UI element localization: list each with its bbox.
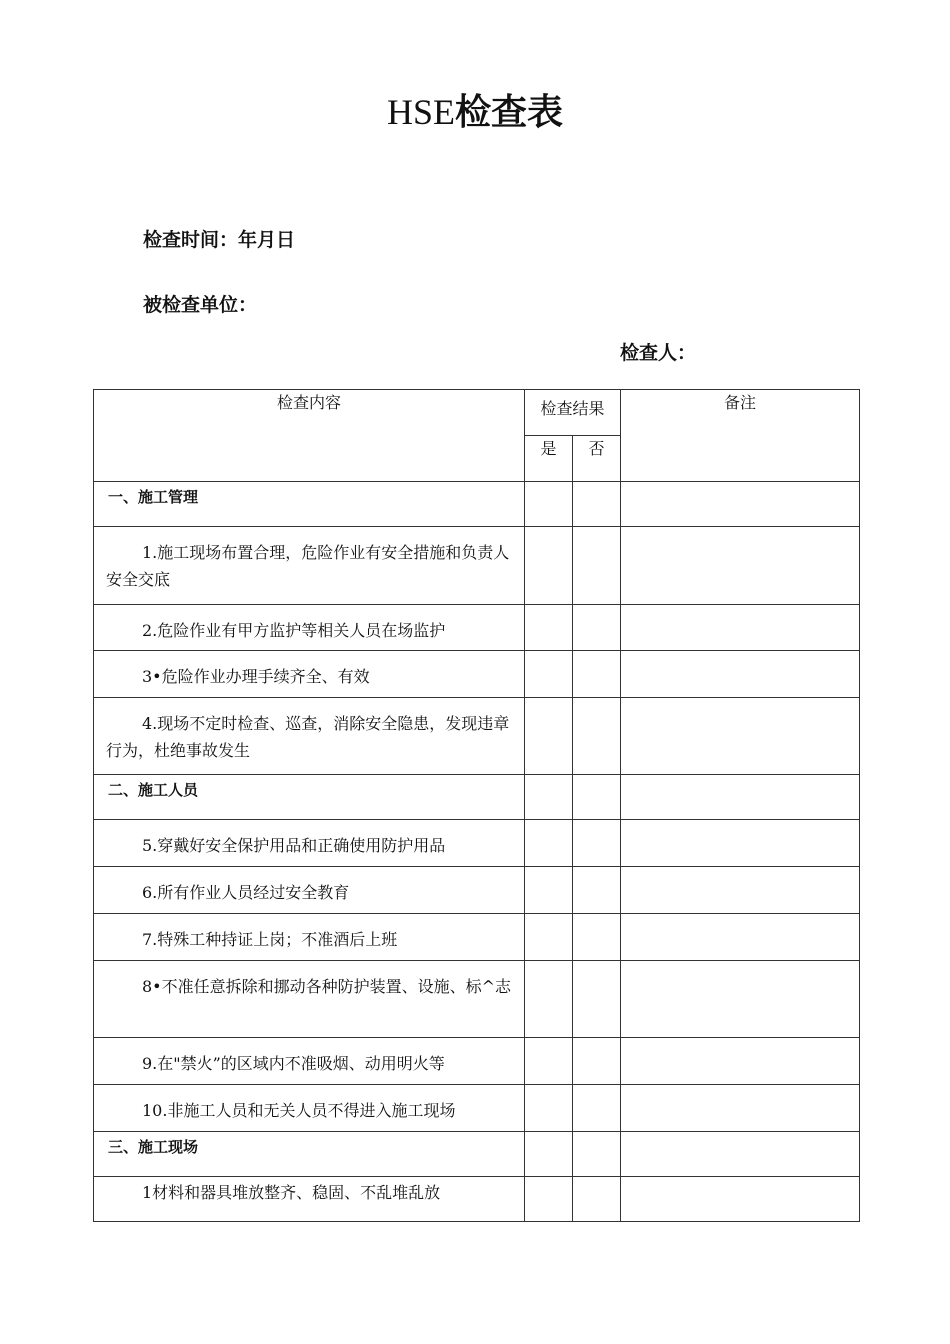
- yes-cell[interactable]: [525, 1085, 573, 1132]
- row-text: 1.施工现场布置合理，危险作业有安全措施和负责人安全交底: [106, 543, 510, 589]
- remark-cell[interactable]: [621, 605, 860, 651]
- table-row: [94, 961, 860, 1038]
- remark-cell[interactable]: [621, 961, 860, 1038]
- check-item: [94, 1038, 525, 1085]
- header-yes: 是: [525, 436, 573, 482]
- row-text: 6.所有作业人员经过安全教育: [142, 883, 350, 902]
- header-result: 检查结果: [525, 390, 621, 436]
- yes-cell[interactable]: [525, 527, 573, 605]
- check-item: [94, 820, 525, 867]
- check-item: [94, 605, 525, 651]
- table-row: [94, 1177, 860, 1222]
- no-cell[interactable]: [573, 820, 621, 867]
- remark-cell[interactable]: [621, 527, 860, 605]
- section-label: [94, 1132, 525, 1177]
- remark-cell[interactable]: [621, 651, 860, 698]
- no-cell[interactable]: [573, 482, 621, 527]
- check-item: [94, 698, 525, 775]
- table-row: [94, 527, 860, 605]
- section-label: [94, 775, 525, 820]
- no-cell[interactable]: [573, 1132, 621, 1177]
- no-cell[interactable]: [573, 605, 621, 651]
- section-label: [94, 482, 525, 527]
- yes-cell[interactable]: [525, 867, 573, 914]
- hse-checklist-table: [93, 389, 860, 1222]
- check-item: [94, 1177, 525, 1222]
- yes-cell[interactable]: [525, 1132, 573, 1177]
- no-cell[interactable]: [573, 1085, 621, 1132]
- no-cell[interactable]: [573, 867, 621, 914]
- inspected-unit-field: 被检查单位：: [143, 294, 258, 316]
- remark-cell[interactable]: [621, 1038, 860, 1085]
- no-cell[interactable]: [573, 961, 621, 1038]
- check-item: [94, 914, 525, 961]
- table-row: [94, 1038, 860, 1085]
- yes-cell[interactable]: [525, 698, 573, 775]
- yes-cell[interactable]: [525, 1038, 573, 1085]
- table-row: [94, 482, 860, 527]
- remark-cell[interactable]: [621, 775, 860, 820]
- no-cell[interactable]: [573, 527, 621, 605]
- yes-cell[interactable]: [525, 605, 573, 651]
- remark-cell[interactable]: [621, 1085, 860, 1132]
- remark-cell[interactable]: [621, 1177, 860, 1222]
- check-item: [94, 1085, 525, 1132]
- no-cell[interactable]: [573, 1038, 621, 1085]
- header-content: 检查内容: [94, 390, 525, 482]
- table-header-row: [94, 390, 860, 436]
- row-text: 3•危险作业办理手续齐全、有效: [142, 667, 370, 686]
- yes-cell[interactable]: [525, 914, 573, 961]
- row-text: 9.在"禁火”的区域内不准吸烟、动用明火等: [142, 1054, 445, 1073]
- row-text: 4.现场不定时检查、巡查，消除安全隐患，发现违章行为，杜绝事故发生: [106, 714, 510, 760]
- table-row: [94, 1085, 860, 1132]
- row-text: 8•不准任意拆除和挪动各种防护装置、设施、标^志: [142, 977, 512, 996]
- no-cell[interactable]: [573, 914, 621, 961]
- no-cell[interactable]: [573, 775, 621, 820]
- check-item: [94, 867, 525, 914]
- yes-cell[interactable]: [525, 482, 573, 527]
- table-row: [94, 867, 860, 914]
- row-text: 10.非施工人员和无关人员不得进入施工现场: [142, 1101, 456, 1120]
- table-row: [94, 775, 860, 820]
- table-row: [94, 820, 860, 867]
- table-row: [94, 698, 860, 775]
- yes-cell[interactable]: [525, 651, 573, 698]
- header-remark: 备注: [621, 390, 860, 482]
- yes-cell[interactable]: [525, 820, 573, 867]
- row-text: 2.危险作业有甲方监护等相关人员在场监护: [142, 621, 446, 640]
- row-text: 5.穿戴好安全保护用品和正确使用防护用品: [142, 836, 446, 855]
- title-latin: HSE: [386, 92, 455, 132]
- no-cell[interactable]: [573, 651, 621, 698]
- remark-cell[interactable]: [621, 820, 860, 867]
- title-cjk: 检查表: [455, 92, 564, 133]
- row-text: 三、施工现场: [108, 1138, 199, 1156]
- remark-cell[interactable]: [621, 1132, 860, 1177]
- inspection-time-field: 检查时间：年月日: [143, 229, 296, 251]
- remark-cell[interactable]: [621, 914, 860, 961]
- inspector-field: 检查人：: [620, 342, 697, 364]
- table-row: [94, 651, 860, 698]
- no-cell[interactable]: [573, 1177, 621, 1222]
- table-row: [94, 1132, 860, 1177]
- page-title: [0, 88, 950, 137]
- yes-cell[interactable]: [525, 961, 573, 1038]
- yes-cell[interactable]: [525, 775, 573, 820]
- check-item: [94, 527, 525, 605]
- check-item: [94, 651, 525, 698]
- row-text: 1材料和器具堆放整齐、稳固、不乱堆乱放: [142, 1183, 441, 1202]
- check-item: [94, 961, 525, 1038]
- row-text: 7.特殊工种持证上岗；不准酒后上班: [142, 930, 398, 949]
- header-no: 否: [573, 436, 621, 482]
- row-text: 一、施工管理: [108, 488, 199, 506]
- remark-cell[interactable]: [621, 867, 860, 914]
- table-row: [94, 914, 860, 961]
- row-text: 二、施工人员: [108, 781, 199, 799]
- remark-cell[interactable]: [621, 698, 860, 775]
- table-row: [94, 605, 860, 651]
- no-cell[interactable]: [573, 698, 621, 775]
- remark-cell[interactable]: [621, 482, 860, 527]
- yes-cell[interactable]: [525, 1177, 573, 1222]
